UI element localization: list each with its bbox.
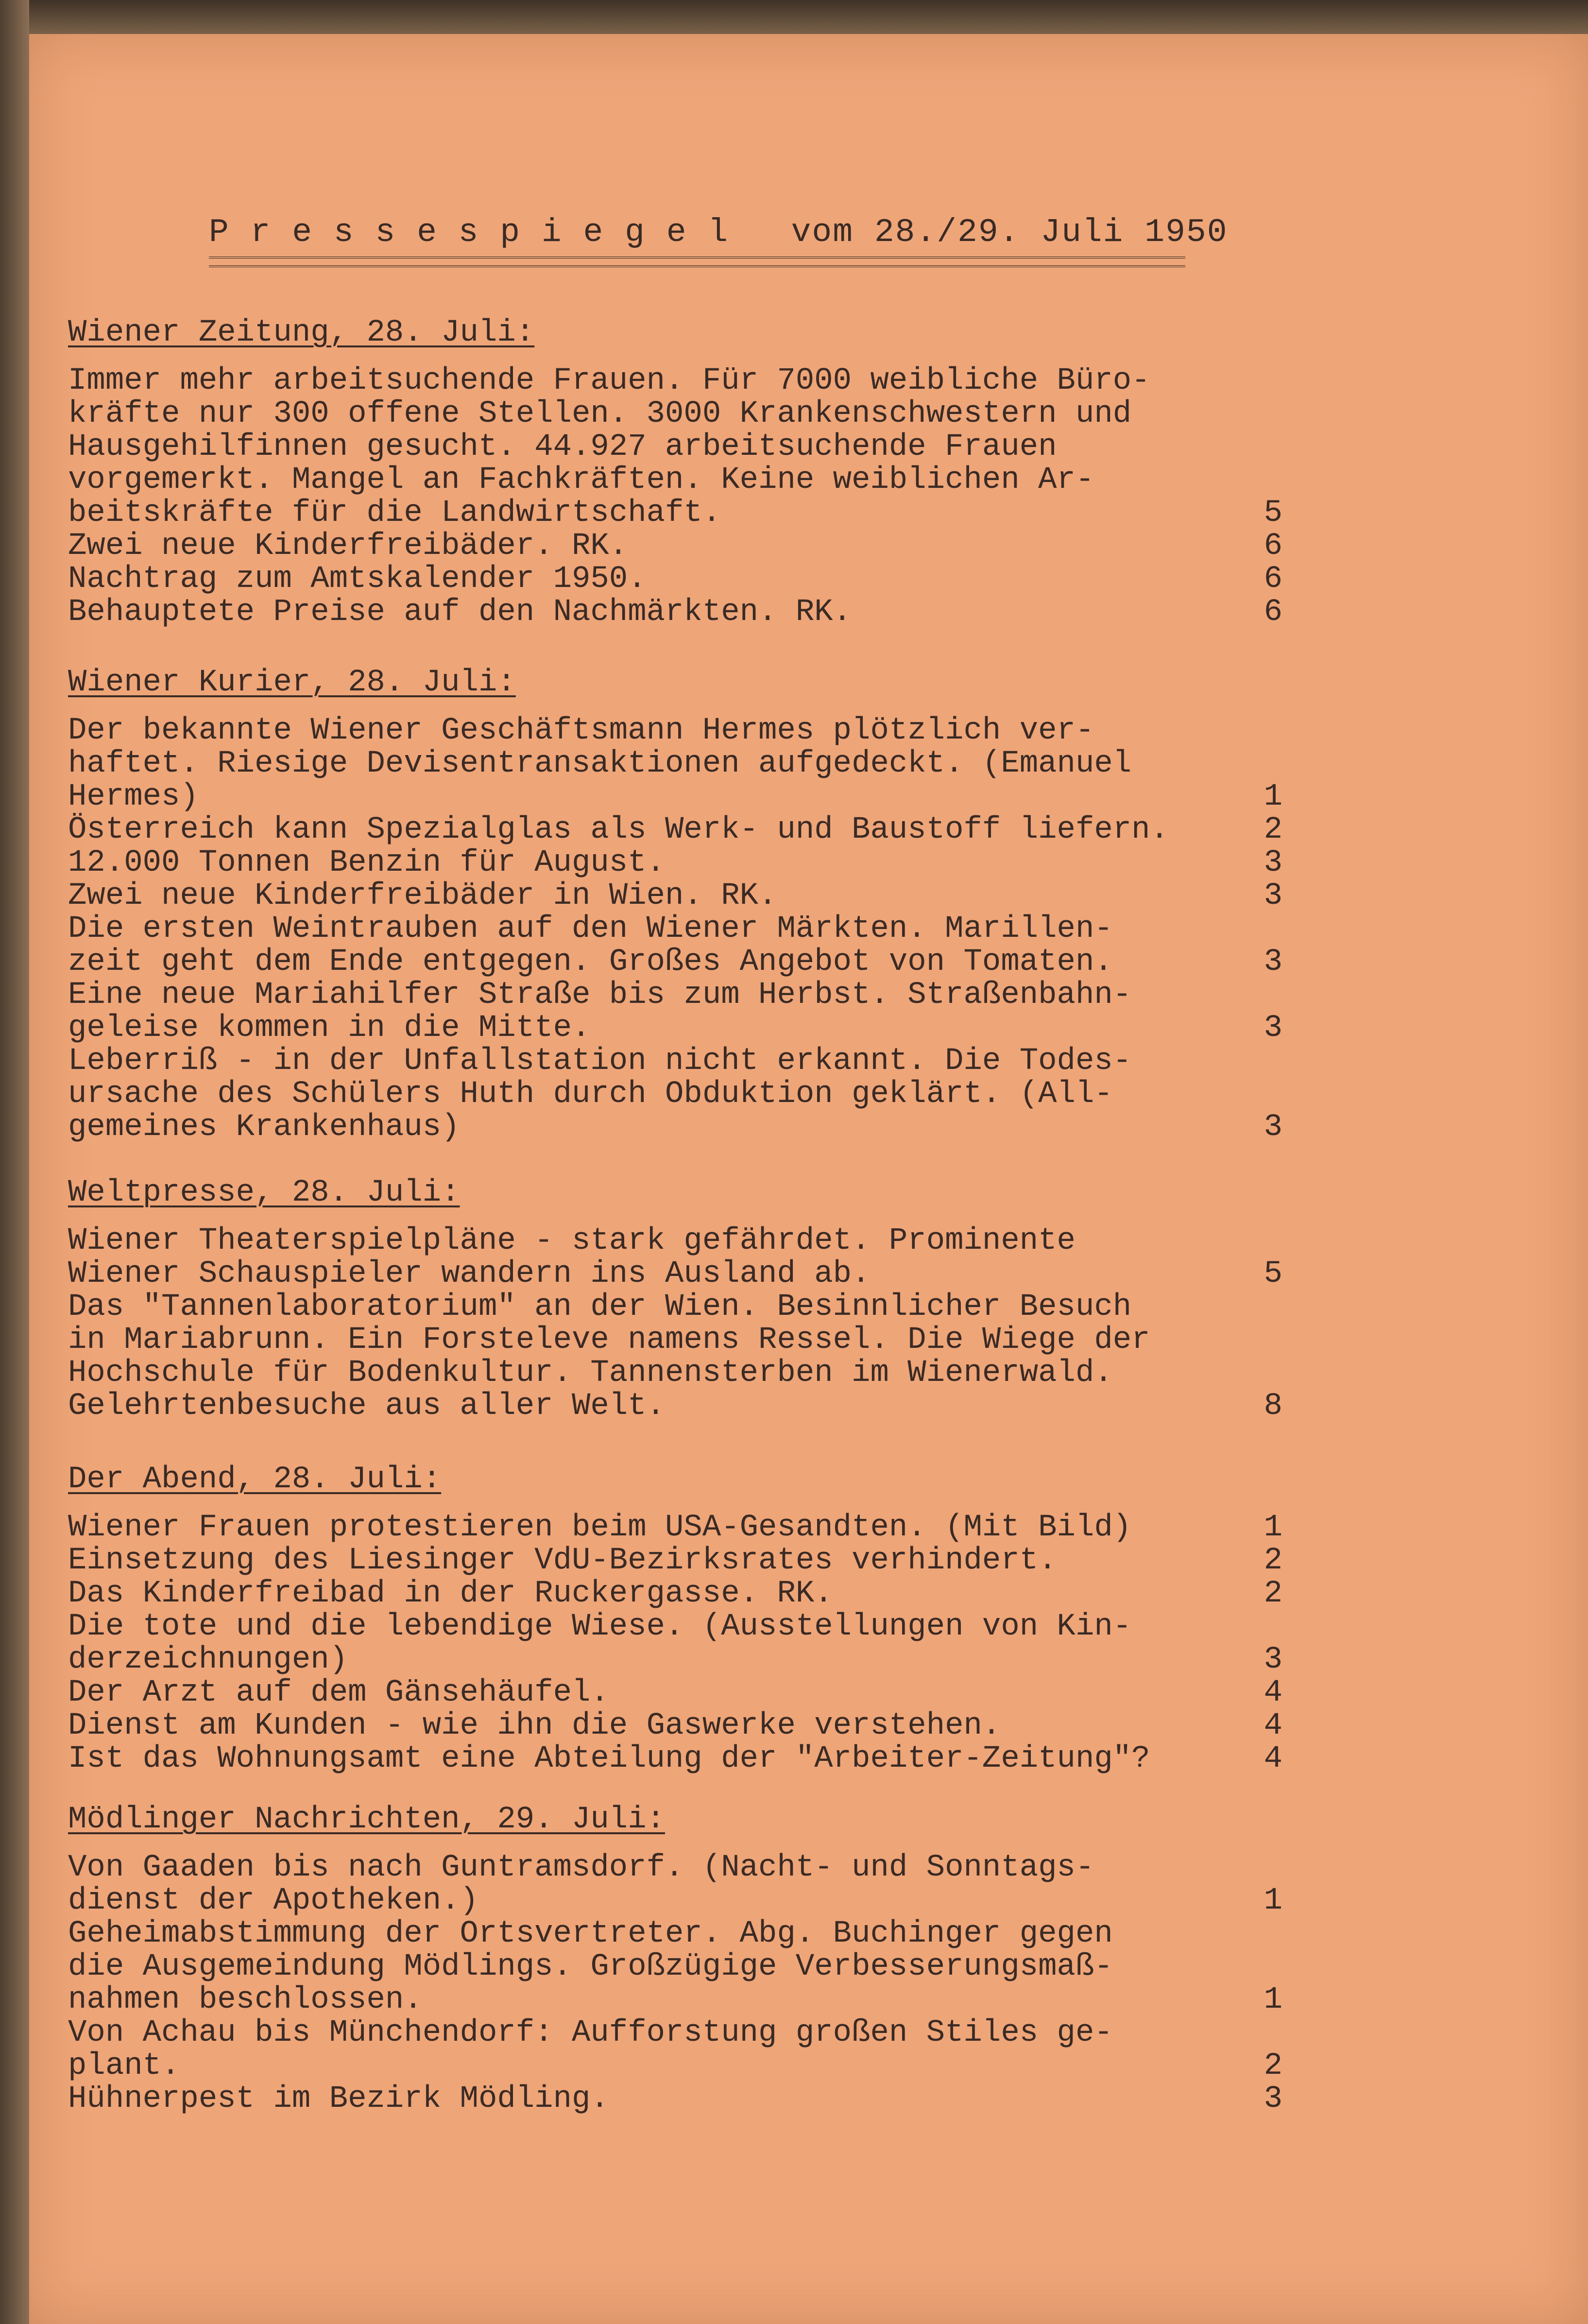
entry-text: Eine neue Mariahilfer Straße bis zum Herbst. Straßenbahn- geleise kommen in die Mitte. [68, 978, 1132, 1046]
entry-text: Das Kinderfreibad in der Ruckergasse. RK. [68, 1576, 833, 1611]
section-moedlinger-nachrichten [68, 1803, 1282, 2116]
entry-page-number: 5 [1264, 496, 1282, 531]
list-item [68, 1676, 1282, 1709]
list-item [68, 912, 1282, 979]
list-item [68, 2083, 1282, 2116]
entry-page-number: 6 [1264, 529, 1282, 564]
entry-page-number: 2 [1264, 1543, 1282, 1578]
section-heading: Wiener Zeitung, 28. Juli: [68, 315, 535, 350]
entry-page-number: 6 [1264, 562, 1282, 597]
binding-spine [0, 0, 29, 2324]
section-weltpresse [68, 1176, 1282, 1423]
list-item [68, 879, 1282, 912]
entry-text: 12.000 Tonnen Benzin für August. [68, 845, 665, 880]
list-item [68, 714, 1282, 813]
list-item [68, 1544, 1282, 1577]
section-heading: Mödlinger Nachrichten, 29. Juli: [68, 1802, 665, 1837]
list-item [68, 1742, 1282, 1775]
document-title: P r e s s e s p i e g e l vom 28./29. Juli 1950 [209, 214, 1228, 251]
entry-page-number: 2 [1264, 812, 1282, 847]
section-heading: Der Abend, 28. Juli: [68, 1462, 442, 1497]
entry-text: Einsetzung des Liesinger VdU-Bezirksrates verhindert. [68, 1543, 1057, 1578]
entry-text: Leberriß - in der Unfallstation nicht erkannt. Die Todes- ursache des Schülers Huth durch Obduktion geklärt. (All- gemeines Krankenhaus) [68, 1044, 1132, 1145]
list-item [68, 1291, 1282, 1423]
entry-text: Die ersten Weintrauben auf den Wiener Märkten. Marillen- zeit geht dem Ende entgegen. Großes Angebot von Tomaten. [68, 912, 1113, 980]
entry-page-number: 1 [1264, 779, 1282, 814]
entry-page-number: 3 [1264, 1110, 1282, 1145]
entry-page-number: 4 [1264, 1741, 1282, 1776]
entry-text: Hühnerpest im Bezirk Mödling. [68, 2082, 609, 2117]
entry-page-number: 3 [1264, 2082, 1282, 2117]
entry-text: Geheimabstimmung der Ortsvertreter. Abg. Buchinger gegen die Ausgemeindung Mödlings. Großzügige Verbesserungsmaß- nahmen beschlossen. [68, 1916, 1113, 2017]
entry-page-number: 4 [1264, 1708, 1282, 1743]
entry-text: Immer mehr arbeitsuchende Frauen. Für 7000 weibliche Büro- kräfte nur 300 offene Stellen. 3000 Krankenschwestern und Hausgehilfinnen gesucht. 44.927 arbeitsuchende Frauen vorgemerkt. Mangel an Fachkräften. Keine weiblichen Ar- beitskräfte für die Landwirtschaft. [68, 363, 1150, 531]
entry-text: Die tote und die lebendige Wiese. (Ausstellungen von Kin- derzeichnungen) [68, 1609, 1132, 1677]
entry-page-number: 2 [1264, 1576, 1282, 1611]
entry-text: Der Arzt auf dem Gänsehäufel. [68, 1675, 609, 1710]
entry-text: Wiener Frauen protestieren beim USA-Gesandten. (Mit Bild) [68, 1510, 1132, 1545]
entry-text: Das "Tannenlaboratorium" an der Wien. Besinnlicher Besuch in Mariabrunn. Ein Forsteleve namens Ressel. Die Wiege der Hochschule für Bodenkultur. Tannensterben im Wienerwald. Gelehrtenbesuche aus aller Welt. [68, 1290, 1150, 1424]
entry-text: Der bekannte Wiener Geschäftsmann Hermes plötzlich ver- haftet. Riesige Devisentransaktionen aufgedeckt. (Emanuel Hermes) [68, 713, 1132, 814]
entry-text: Von Gaaden bis nach Guntramsdorf. (Nacht- und Sonntags- dienst der Apotheken.) [68, 1850, 1094, 1918]
list-item [68, 1577, 1282, 1610]
list-item [68, 813, 1282, 846]
entry-text: Von Achau bis Münchendorf: Aufforstung großen Stiles ge- plant. [68, 2015, 1113, 2083]
entry-page-number: 1 [1264, 1883, 1282, 1918]
entry-page-number: 1 [1264, 1982, 1282, 2017]
title-double-rule [209, 257, 1185, 267]
list-item [68, 846, 1282, 879]
entry-text: Ist das Wohnungsamt eine Abteilung der "Arbeiter-Zeitung"? [68, 1741, 1150, 1776]
entry-page-number: 3 [1264, 1011, 1282, 1046]
entry-page-number: 8 [1264, 1389, 1282, 1424]
entry-text: Wiener Theaterspielpläne - stark gefährdet. Prominente Wiener Schauspieler wandern ins Ausland ab. [68, 1223, 1076, 1291]
entry-text: Behauptete Preise auf den Nachmärkten. RK. [68, 595, 852, 630]
entry-page-number: 3 [1264, 878, 1282, 913]
entry-page-number: 6 [1264, 595, 1282, 630]
list-item [68, 1709, 1282, 1742]
section-wiener-kurier [68, 666, 1282, 1144]
entry-page-number: 1 [1264, 1510, 1282, 1545]
list-item [68, 2016, 1282, 2083]
list-item [68, 364, 1282, 530]
list-item [68, 563, 1282, 596]
section-heading: Weltpresse, 28. Juli: [68, 1175, 460, 1210]
section-wiener-zeitung [68, 316, 1282, 629]
section-der-abend [68, 1463, 1282, 1775]
entry-text: Österreich kann Spezialglas als Werk- und Baustoff liefern. [68, 812, 1169, 847]
list-item [68, 1851, 1282, 1917]
list-item [68, 596, 1282, 629]
entry-page-number: 3 [1264, 1642, 1282, 1677]
list-item [68, 1610, 1282, 1676]
entry-text: Nachtrag zum Amtskalender 1950. [68, 562, 647, 597]
list-item [68, 530, 1282, 563]
entry-page-number: 4 [1264, 1675, 1282, 1710]
entry-text: Zwei neue Kinderfreibäder in Wien. RK. [68, 878, 777, 913]
list-item [68, 1511, 1282, 1544]
list-item [68, 1917, 1282, 2016]
entry-page-number: 2 [1264, 2049, 1282, 2083]
list-item [68, 1045, 1282, 1144]
section-heading: Wiener Kurier, 28. Juli: [68, 665, 516, 700]
scan-top-edge [0, 0, 1588, 34]
entry-text: Zwei neue Kinderfreibäder. RK. [68, 529, 628, 564]
list-item [68, 979, 1282, 1045]
entry-text: Dienst am Kunden - wie ihn die Gaswerke verstehen. [68, 1708, 1001, 1743]
entry-page-number: 3 [1264, 945, 1282, 980]
entry-page-number: 3 [1264, 845, 1282, 880]
entry-page-number: 5 [1264, 1257, 1282, 1291]
list-item [68, 1224, 1282, 1291]
